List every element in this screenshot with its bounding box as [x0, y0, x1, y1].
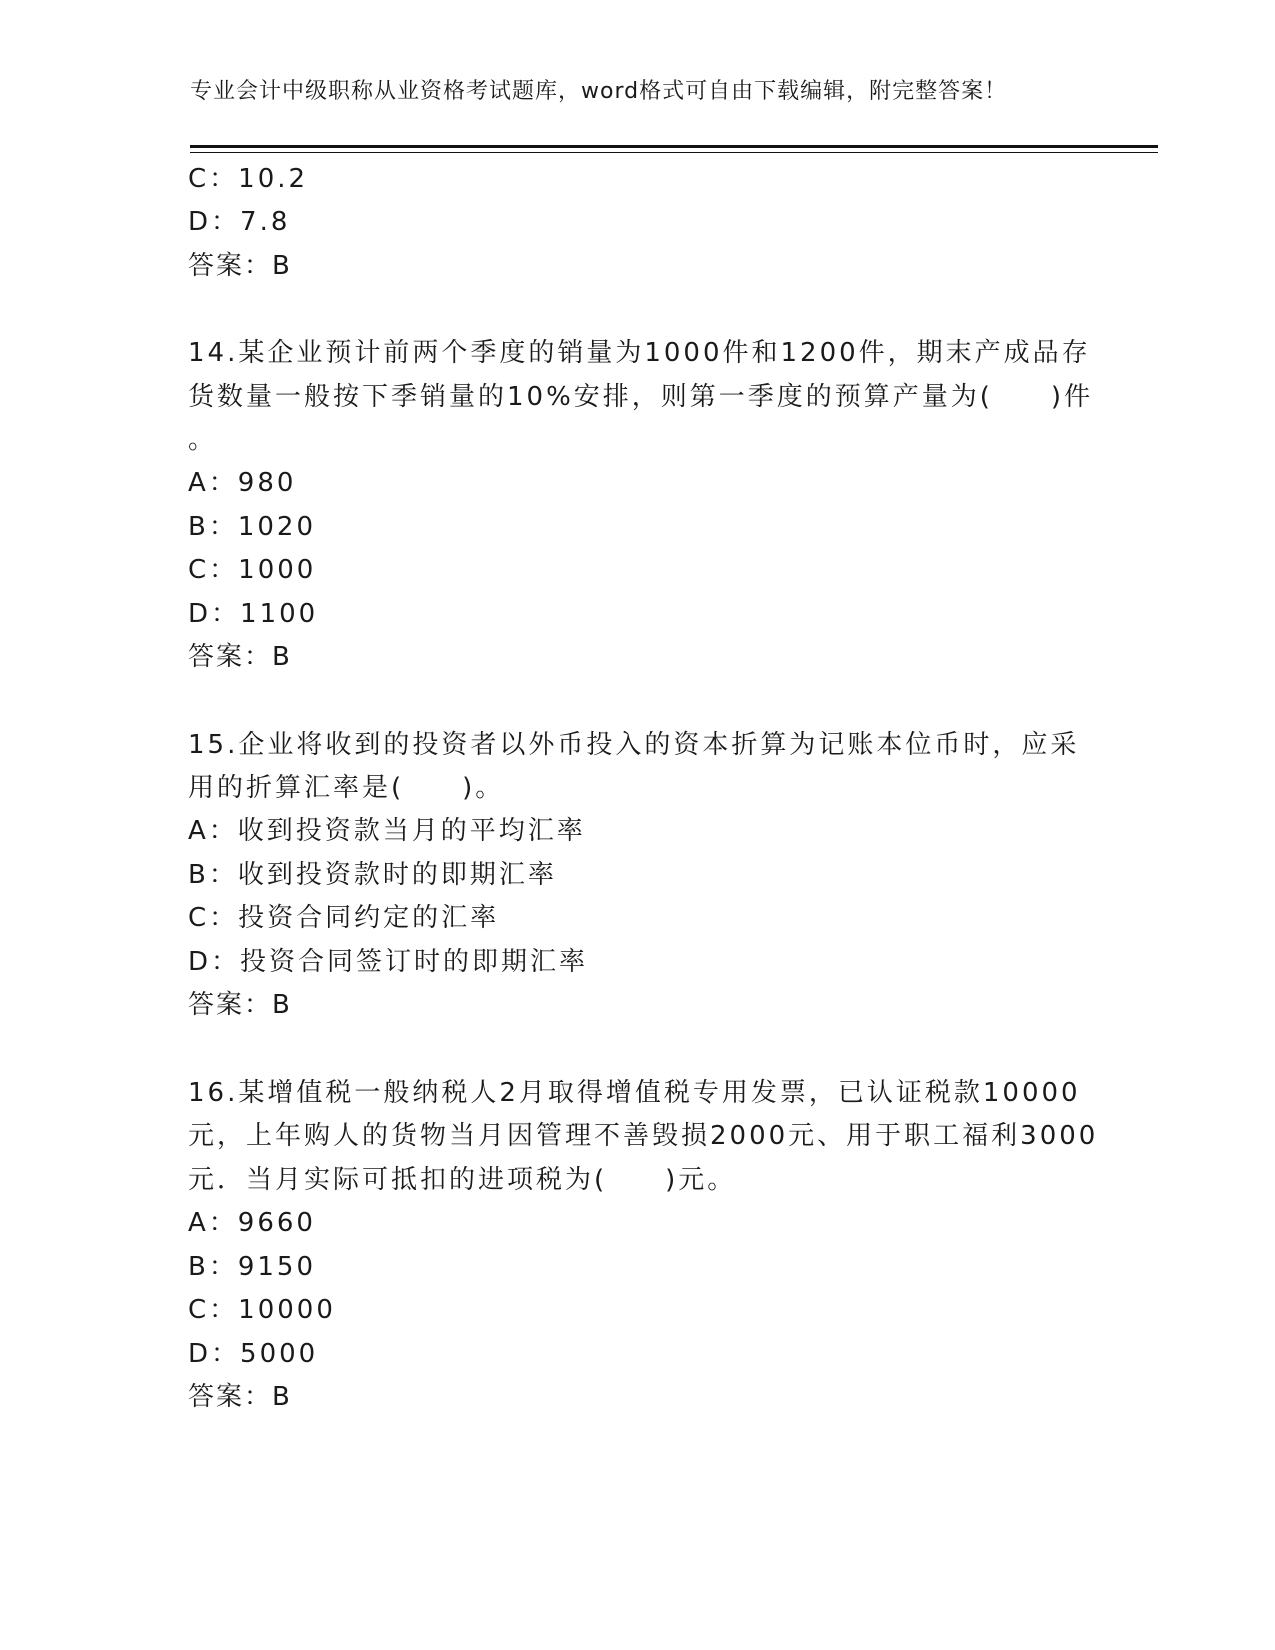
q15-stem-line1: 15.企业将收到的投资者以外币投入的资本折算为记账本位币时，应采	[188, 730, 1080, 760]
q13-option-c: C：10.2	[188, 164, 309, 194]
header-rule-thick	[190, 145, 1158, 148]
q14-option-b: B：1020	[188, 512, 317, 542]
q14-stem-line3: 。	[188, 425, 218, 455]
q16-option-c: C：10000	[188, 1295, 336, 1325]
q13-answer: 答案：B	[188, 251, 292, 281]
q14-option-a: A：980	[188, 468, 297, 498]
q16-stem-line3: 元．当月实际可抵扣的进项税为( )元。	[188, 1165, 737, 1195]
q14-option-d: D：1100	[188, 599, 319, 629]
q15-option-d: D：投资合同签订时的即期汇率	[188, 947, 589, 977]
q16-stem-line2: 元，上年购人的货物当月因管理不善毁损2000元、用于职工福利3000	[188, 1121, 1099, 1151]
q16-option-b: B：9150	[188, 1252, 317, 1282]
q15-answer: 答案：B	[188, 990, 292, 1020]
header-rule-thin	[190, 152, 1158, 153]
q16-option-a: A：9660	[188, 1208, 316, 1238]
page-header: 专业会计中级职称从业资格考试题库，word格式可自由下载编辑，附完整答案！	[190, 79, 1008, 104]
q15-option-b: B：收到投资款时的即期汇率	[188, 860, 557, 890]
q14-option-c: C：1000	[188, 555, 317, 585]
q14-stem-line1: 14.某企业预计前两个季度的销量为1000件和1200件，期末产成品存	[188, 338, 1091, 368]
q15-option-a: A：收到投资款当月的平均汇率	[188, 816, 586, 846]
q16-option-d: D：5000	[188, 1339, 319, 1369]
q15-option-c: C：投资合同约定的汇率	[188, 903, 500, 933]
q14-stem-line2: 货数量一般按下季销量的10%安排，则第一季度的预算产量为( )件	[188, 382, 1094, 412]
q15-stem-line2: 用的折算汇率是( )。	[188, 773, 505, 803]
q13-option-d: D：7.8	[188, 207, 291, 237]
q16-stem-line1: 16.某增值税一般纳税人2月取得增值税专用发票，已认证税款10000	[188, 1078, 1081, 1108]
q14-answer: 答案：B	[188, 642, 292, 672]
q16-answer: 答案：B	[188, 1382, 292, 1412]
